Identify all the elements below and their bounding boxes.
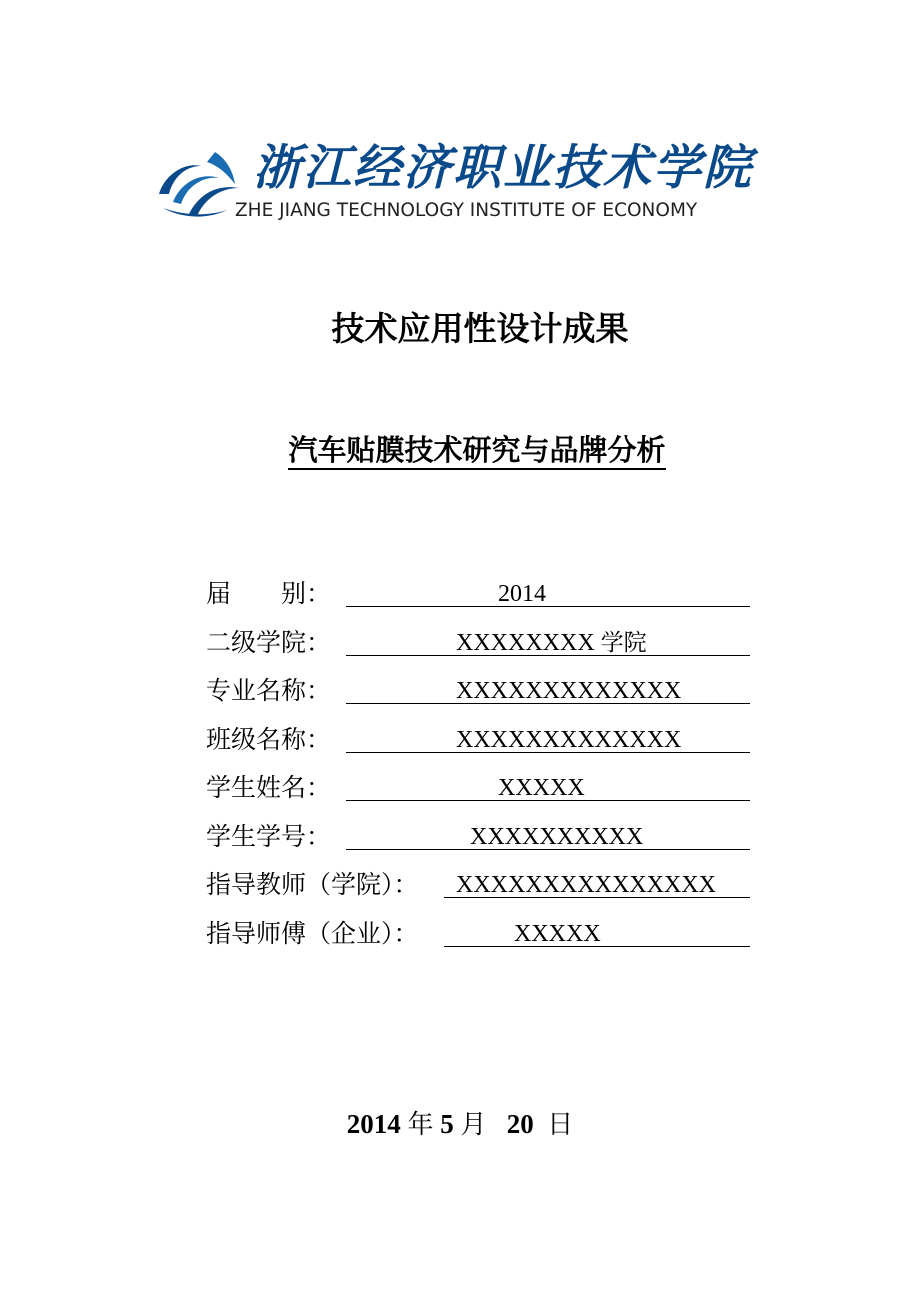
date-year: 2014 — [346, 1109, 401, 1139]
cover-date — [0, 1102, 920, 1147]
field-label-college: 二级学院： — [206, 627, 332, 657]
field-label-mentor: 指导师傅（企业）： — [206, 918, 419, 948]
field-value-college-suffix: 学院 — [600, 629, 647, 656]
college-name-cn: 浙江经济职业技术学院 — [253, 140, 754, 196]
field-row-mentor — [206, 914, 754, 963]
field-value-student-name: XXXXX — [498, 775, 585, 801]
field-label-session-part2: 别： — [281, 579, 332, 608]
field-row-session — [206, 574, 754, 623]
field-label-session-part1: 届 — [206, 579, 232, 608]
field-value-college — [456, 627, 647, 659]
field-value-student-id: XXXXXXXXXX — [470, 823, 644, 850]
field-label-instructor: 指导教师（学院）： — [206, 870, 419, 899]
field-value-major: XXXXXXXXXXXXX — [456, 678, 682, 704]
field-row-class — [206, 720, 754, 769]
date-year-unit: 年 — [407, 1110, 434, 1140]
field-label-student-id: 学生学号： — [206, 821, 332, 851]
date-day-unit: 日 — [547, 1110, 574, 1140]
field-row-student-id — [206, 817, 754, 866]
document-title-text: 汽车贴膜技术研究与品牌分析 — [288, 433, 665, 470]
document-title — [0, 428, 920, 472]
field-value-class: XXXXXXXXXXXXX — [456, 726, 682, 753]
field-row-student-name — [206, 768, 754, 817]
college-logo — [155, 140, 765, 230]
date-month: 5 — [440, 1109, 454, 1139]
field-value-college-code: XXXXXXXX — [456, 629, 595, 656]
field-label-student-name: 学生姓名： — [206, 773, 332, 802]
field-row-instructor — [206, 865, 754, 914]
college-name-en: ZHE JIANG TECHNOLOGY INSTITUTE OF ECONOMY — [235, 200, 698, 221]
field-value-mentor: XXXXX — [514, 920, 601, 947]
field-row-college — [206, 623, 754, 672]
field-label-session — [206, 576, 331, 612]
field-value-session: 2014 — [498, 581, 546, 607]
cover-info-fields — [206, 574, 754, 962]
field-label-class: 班级名称： — [206, 724, 332, 754]
document-type-heading: 技术应用性设计成果 — [331, 309, 629, 348]
field-underline — [346, 606, 750, 607]
wave-emblem-icon — [155, 144, 245, 222]
date-month-unit: 月 — [460, 1110, 487, 1140]
field-label-major: 专业名称： — [206, 676, 332, 705]
field-row-major — [206, 671, 754, 720]
field-value-instructor: XXXXXXXXXXXXXXX — [456, 872, 716, 898]
date-day: 20 — [506, 1109, 534, 1139]
